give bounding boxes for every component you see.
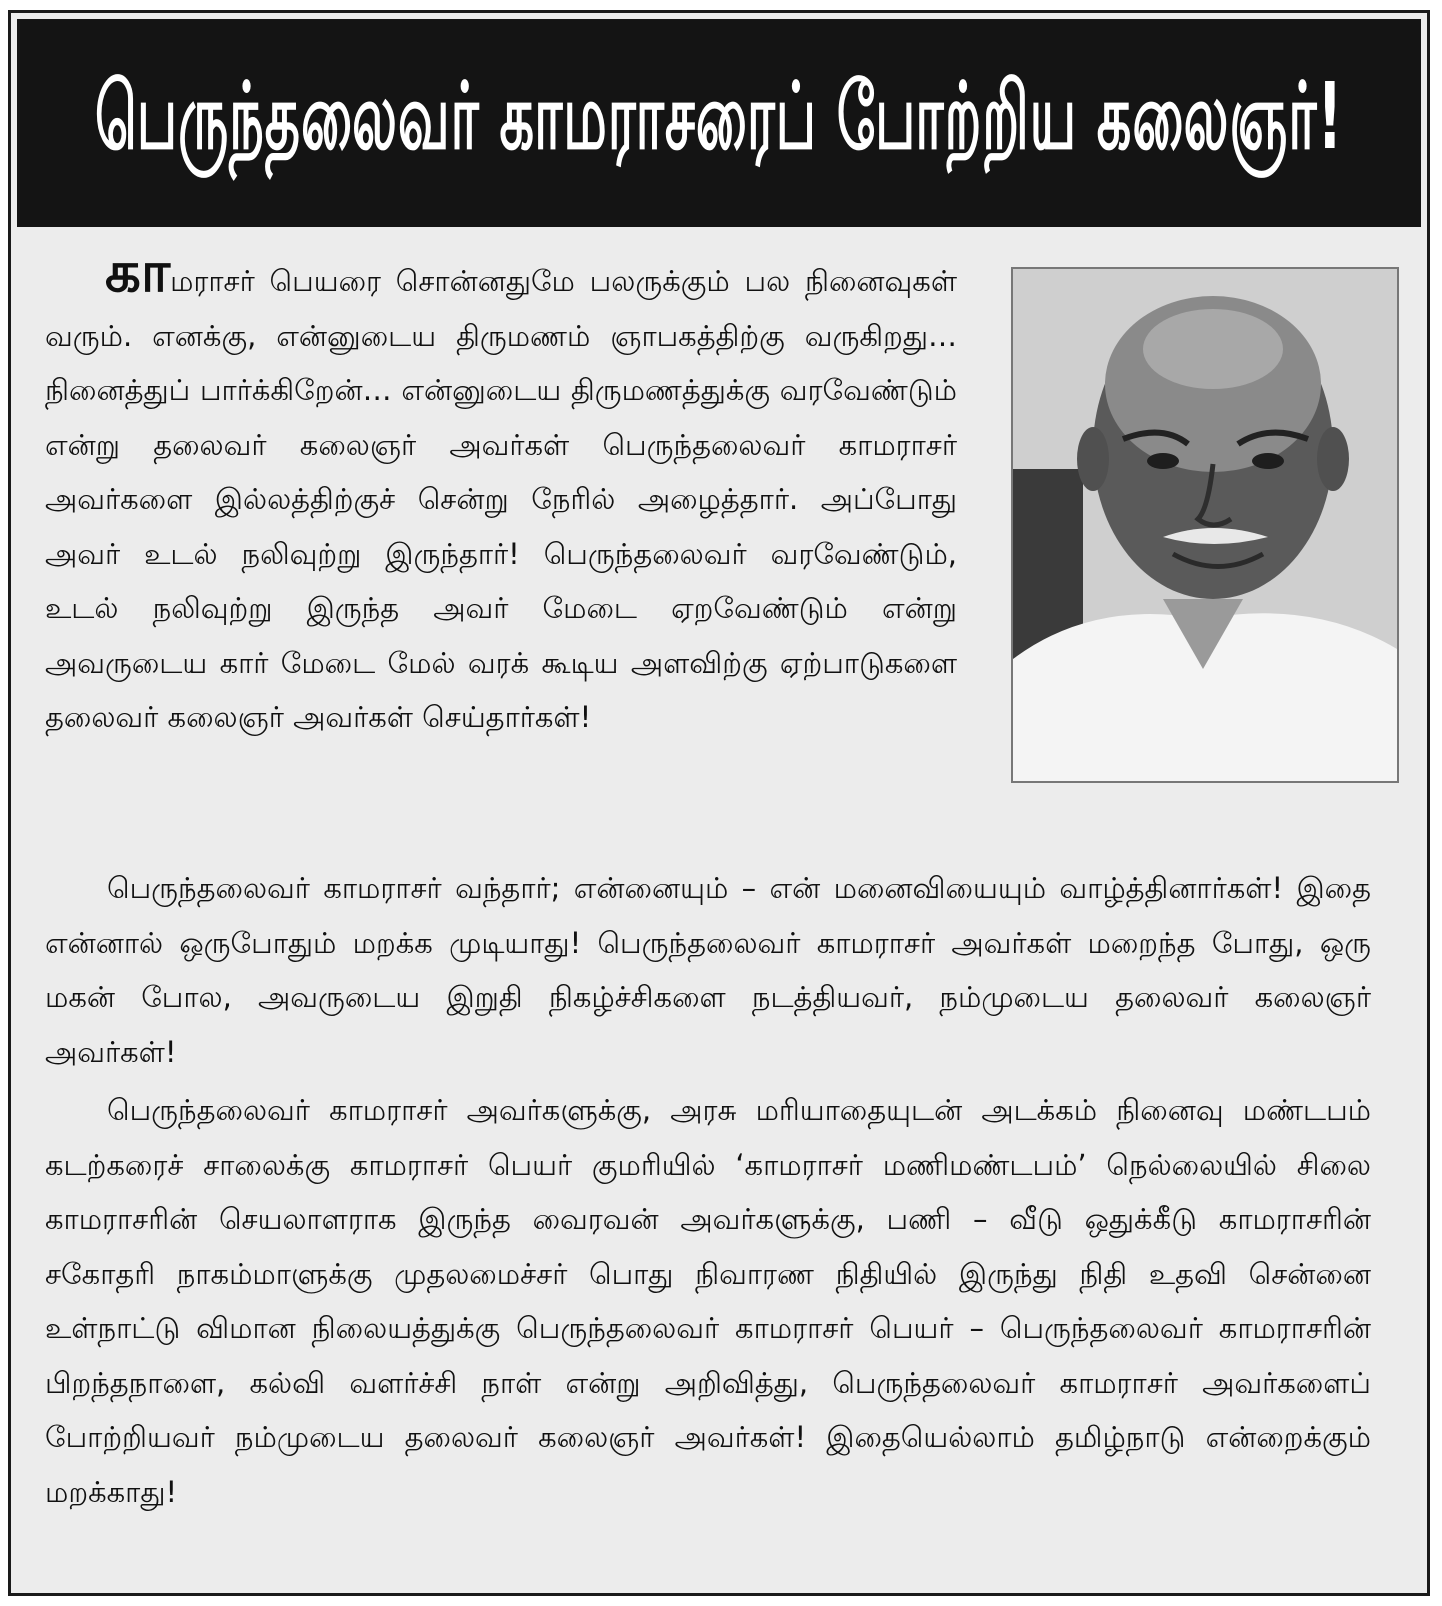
news-article [8, 10, 1430, 1596]
drop-cap: கா [105, 240, 171, 305]
headline-bar [17, 19, 1421, 227]
paragraph-1 [45, 240, 957, 745]
paragraph-1-text: மராசர் பெயரை சொன்னதுமே பலருக்கும் பல நினைவுகள் வரும். எனக்கு, என்னுடைய திருமணம் ஞாபகத்திற்கு வருகிறது… நினைத்துப் பார்க்கிறேன்… என்னுடைய திருமணத்துக்கு வரவேண்டும் என்று தலைவர் கலைஞர் அவர்கள் பெருந்தலைவர் காமராசர் அவர்களை இல்லத்திற்குச் சென்று நேரில் அழைத்தார். அப்போது அவர் உடல் நலிவுற்று இருந்தார்! பெருந்தலைவர் வரவேண்டும், உடல் நலிவுற்று இருந்த அவர் மேடை ஏறவேண்டும் என்று அவருடைய கார் மேடை மேல் வரக் கூடிய அளவிற்கு ஏற்பாடுகளை தலைவர் கலைஞர் அவர்கள் செய்தார்கள்! [45, 264, 957, 734]
portrait-photo [1011, 267, 1399, 783]
headline: பெருந்தலைவர் காமராசரைப் போற்றிய கலைஞர்! [94, 62, 1344, 170]
paragraph-3: பெருந்தலைவர் காமராசர் அவர்களுக்கு, அரசு மரியாதையுடன் அடக்கம் நினைவு மண்டபம் கடற்கரைச் சாலைக்கு காமராசர் பெயர் குமரியில் ‘காமராசர் மணிமண்டபம்’ நெல்லையில் சிலை காமராசரின் செயலாளராக இருந்த வைரவன் அவர்களுக்கு, பணி – வீடு ஒதுக்கீடு காமராசரின் சகோதரி நாகம்மாளுக்கு முதலமைச்சர் பொது நிவாரண நிதியில் இருந்து நிதி உதவி சென்னை உள்நாட்டு விமான நிலையத்துக்கு பெருந்தலைவர் காமராசர் பெயர் – பெருந்தலைவர் காமராசரின் பிறந்தநாளை, கல்வி வளர்ச்சி நாள் என்று அறிவித்து, பெருந்தலைவர் காமராசர் அவர்களைப் போற்றியவர் நம்முடைய தலைவர் கலைஞர் அவர்கள்! இதையெல்லாம் தமிழ்நாடு என்றைக்கும் மறக்காது! [45, 1093, 1371, 1509]
portrait-illustration [1013, 269, 1397, 781]
paragraph-2: பெருந்தலைவர் காமராசர் வந்தார்; என்னையும் – என் மனைவியையும் வாழ்த்தினார்கள்! இதை என்னால் ஒருபோதும் மறக்க முடியாது! பெருந்தலைவர் காமராசர் அவர்கள் மறைந்த போது, ஒரு மகன் போல, அவருடைய இறுதி நிகழ்ச்சிகளை நடத்தியவர், நம்முடைய தலைவர் கலைஞர் அவர்கள்! [45, 871, 1371, 1069]
